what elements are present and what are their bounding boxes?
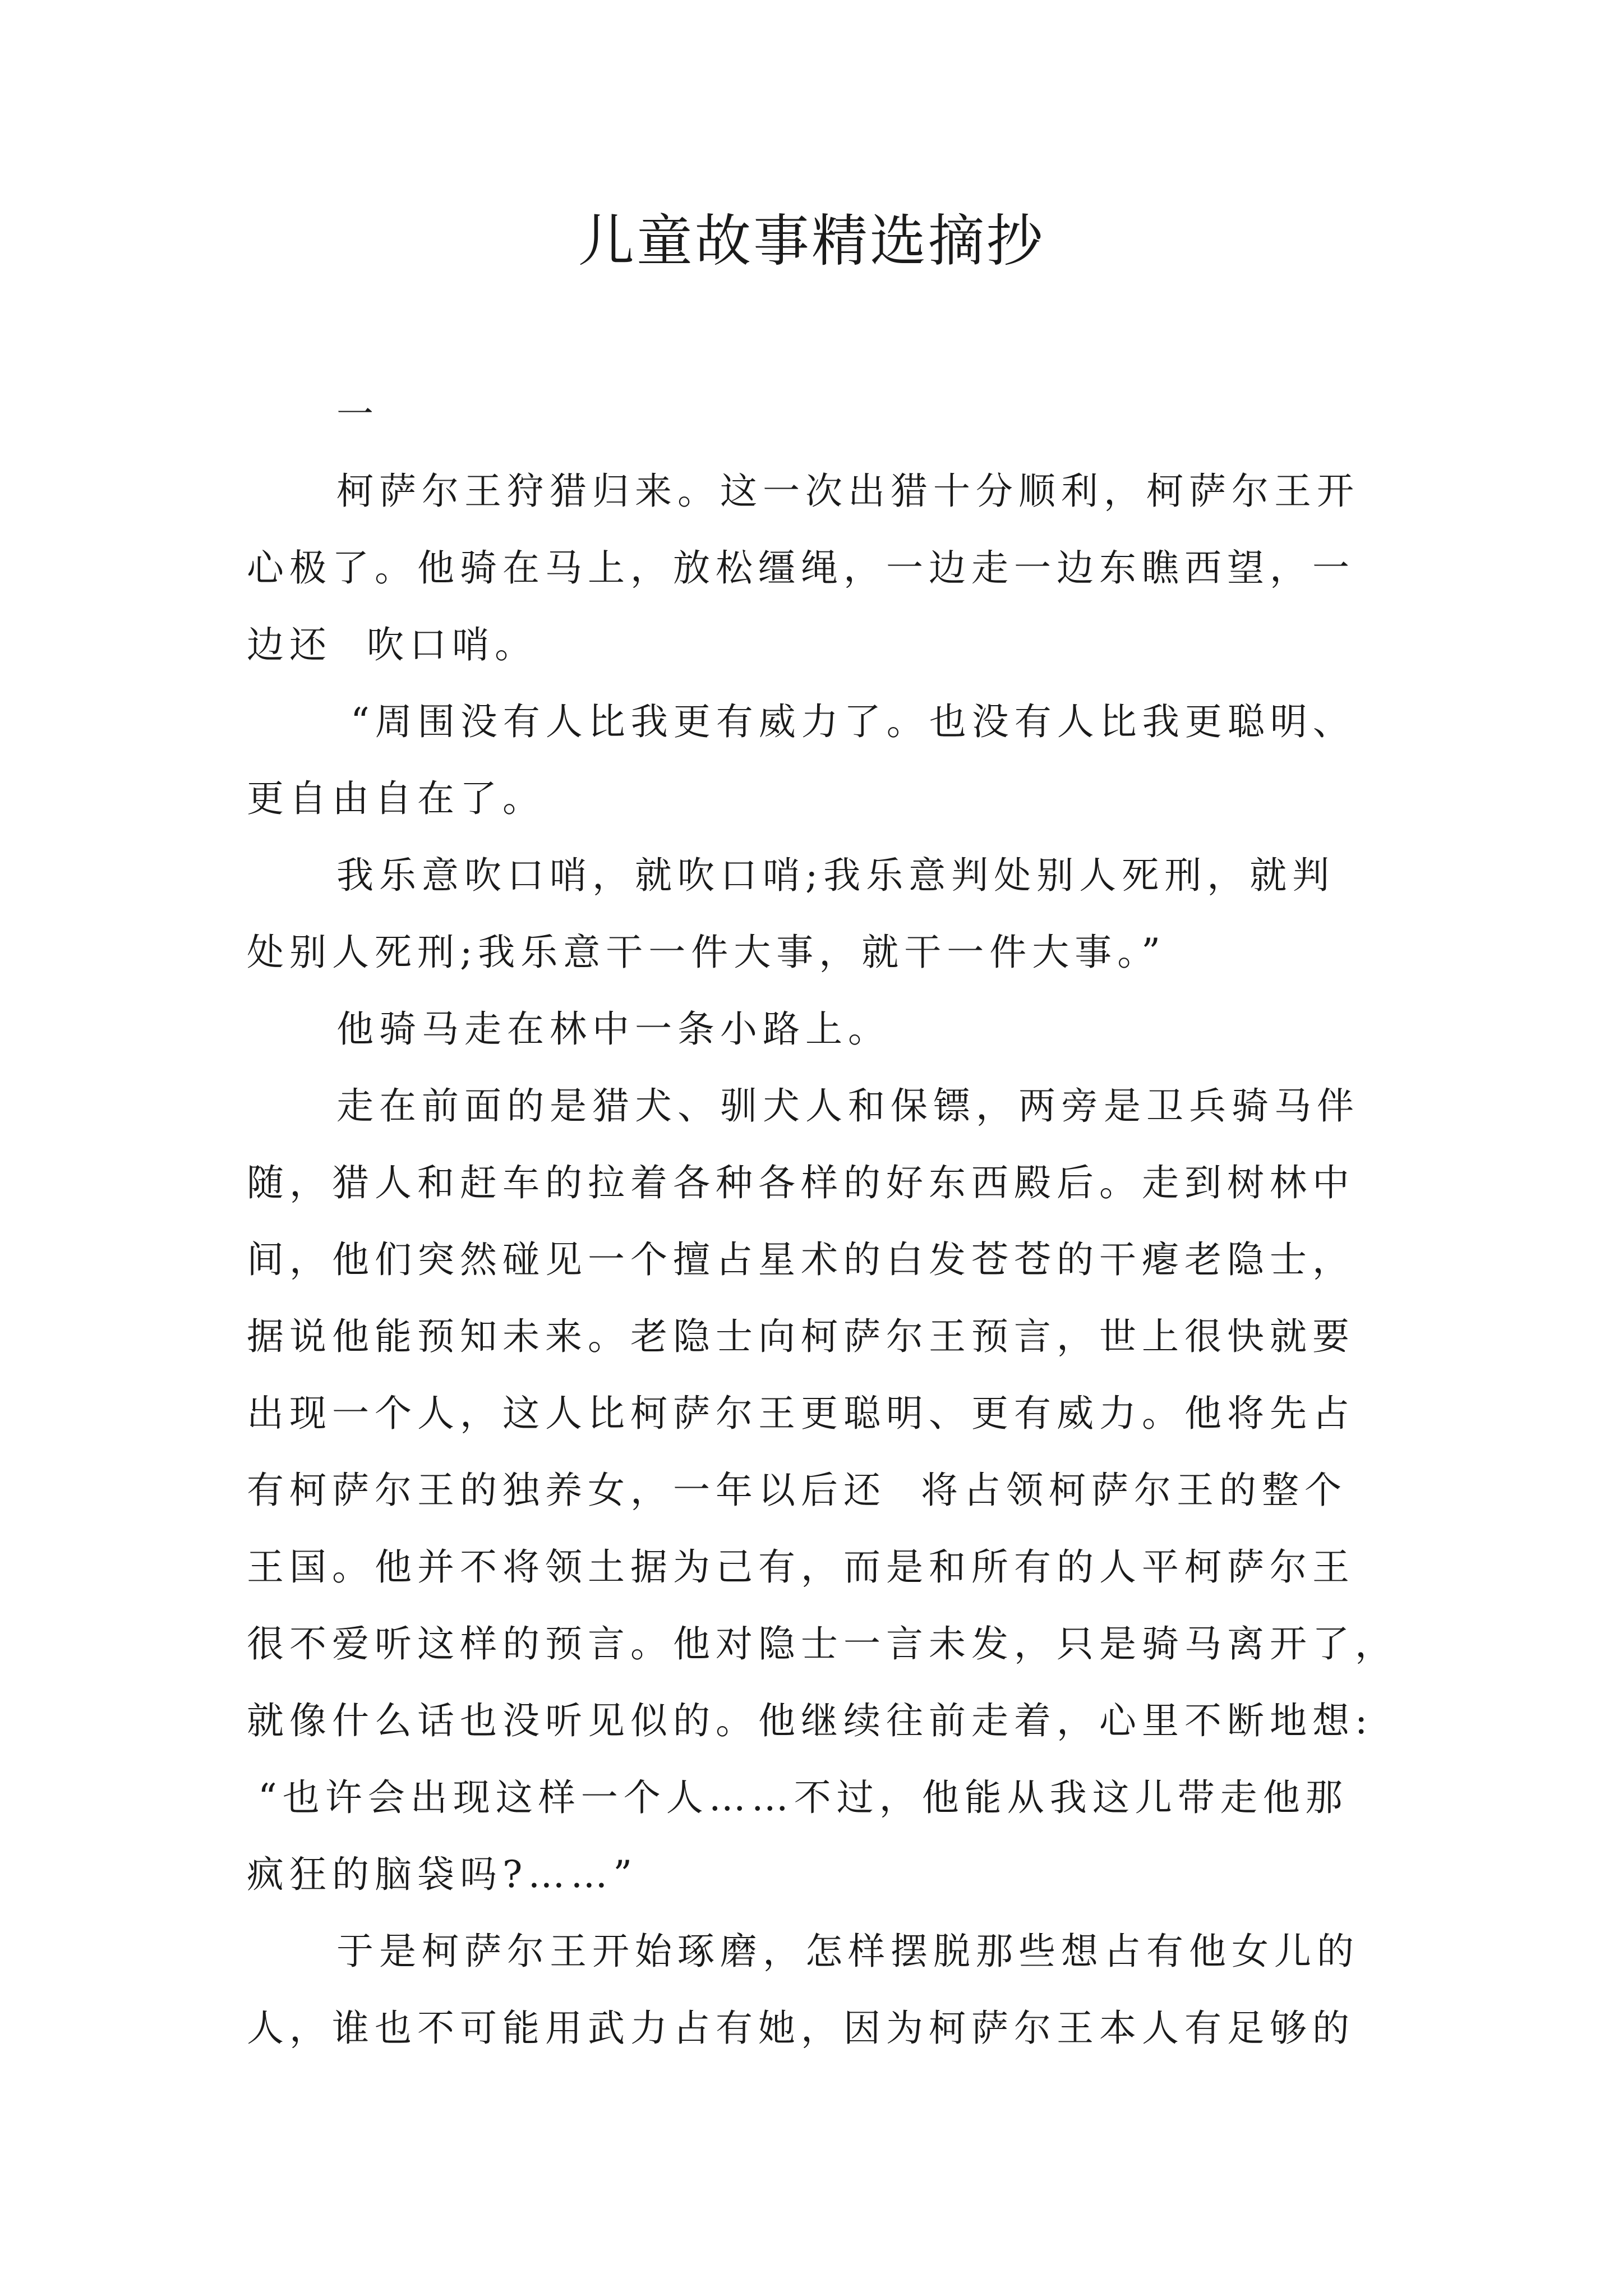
document-title: 儿童故事精选摘抄 (578, 208, 1045, 274)
paragraph-line: 心极了。他骑在马上，放松缰绳，一边走一边东瞧西望，一 (247, 546, 1355, 590)
paragraph-line: 王国。他并不将领土据为己有，而是和所有的人平柯萨尔王 (247, 1545, 1355, 1589)
paragraph-line: 更自由自在了。 (247, 777, 545, 820)
paragraph-line: 随，猎人和赶车的拉着各种各样的好东西殿后。走到树林中 (247, 1161, 1355, 1204)
paragraph-line: 他骑马走在林中一条小路上。 (336, 1007, 891, 1051)
paragraph-line: 有柯萨尔王的独养女，一年以后还 将占领柯萨尔王的整个 (247, 1469, 1347, 1512)
paragraph-line: 走在前面的是猎犬、驯犬人和保镖，两旁是卫兵骑马伴 (336, 1084, 1359, 1128)
paragraph-line: 间，他们突然碰见一个擅占星术的白发苍苍的干瘪老隐士， (247, 1238, 1355, 1281)
paragraph-line: 处别人死刑;我乐意干一件大事，就干一件大事。” (247, 931, 1166, 974)
paragraph-line: 边还 吹口哨。 (247, 623, 537, 666)
paragraph-line: 我乐意吹口哨，就吹口哨;我乐意判处别人死刑，就判 (336, 854, 1335, 897)
paragraph-line: “也许会出现这样一个人……不过，他能从我这儿带走他那 (258, 1776, 1348, 1819)
paragraph-line: 疯狂的脑袋吗?……” (247, 1853, 638, 1896)
paragraph-line: “周围没有人比我更有威力了。也没有人比我更聪明、 (351, 700, 1355, 743)
paragraph-line: 柯萨尔王狩猎归来。这一次出猎十分顺利，柯萨尔王开 (336, 470, 1359, 513)
paragraph-line: 就像什么话也没听见似的。他继续往前走着，心里不断地想: (247, 1699, 1373, 1742)
document-body (247, 376, 1398, 2067)
paragraph-line: 据说他能预知未来。老隐士向柯萨尔王预言，世上很快就要 (247, 1315, 1355, 1358)
paragraph-line: 于是柯萨尔王开始琢磨，怎样摆脱那些想占有他女儿的 (336, 1930, 1359, 1973)
paragraph-line: 出现一个人，这人比柯萨尔王更聪明、更有威力。他将先占 (247, 1392, 1355, 1435)
paragraph-line: 很不爱听这样的预言。他对隐士一言未发，只是骑马离开了， (247, 1622, 1398, 1665)
section-number: 一 (336, 393, 379, 436)
paragraph-line: 人，谁也不可能用武力占有她，因为柯萨尔王本人有足够的 (247, 2007, 1355, 2050)
